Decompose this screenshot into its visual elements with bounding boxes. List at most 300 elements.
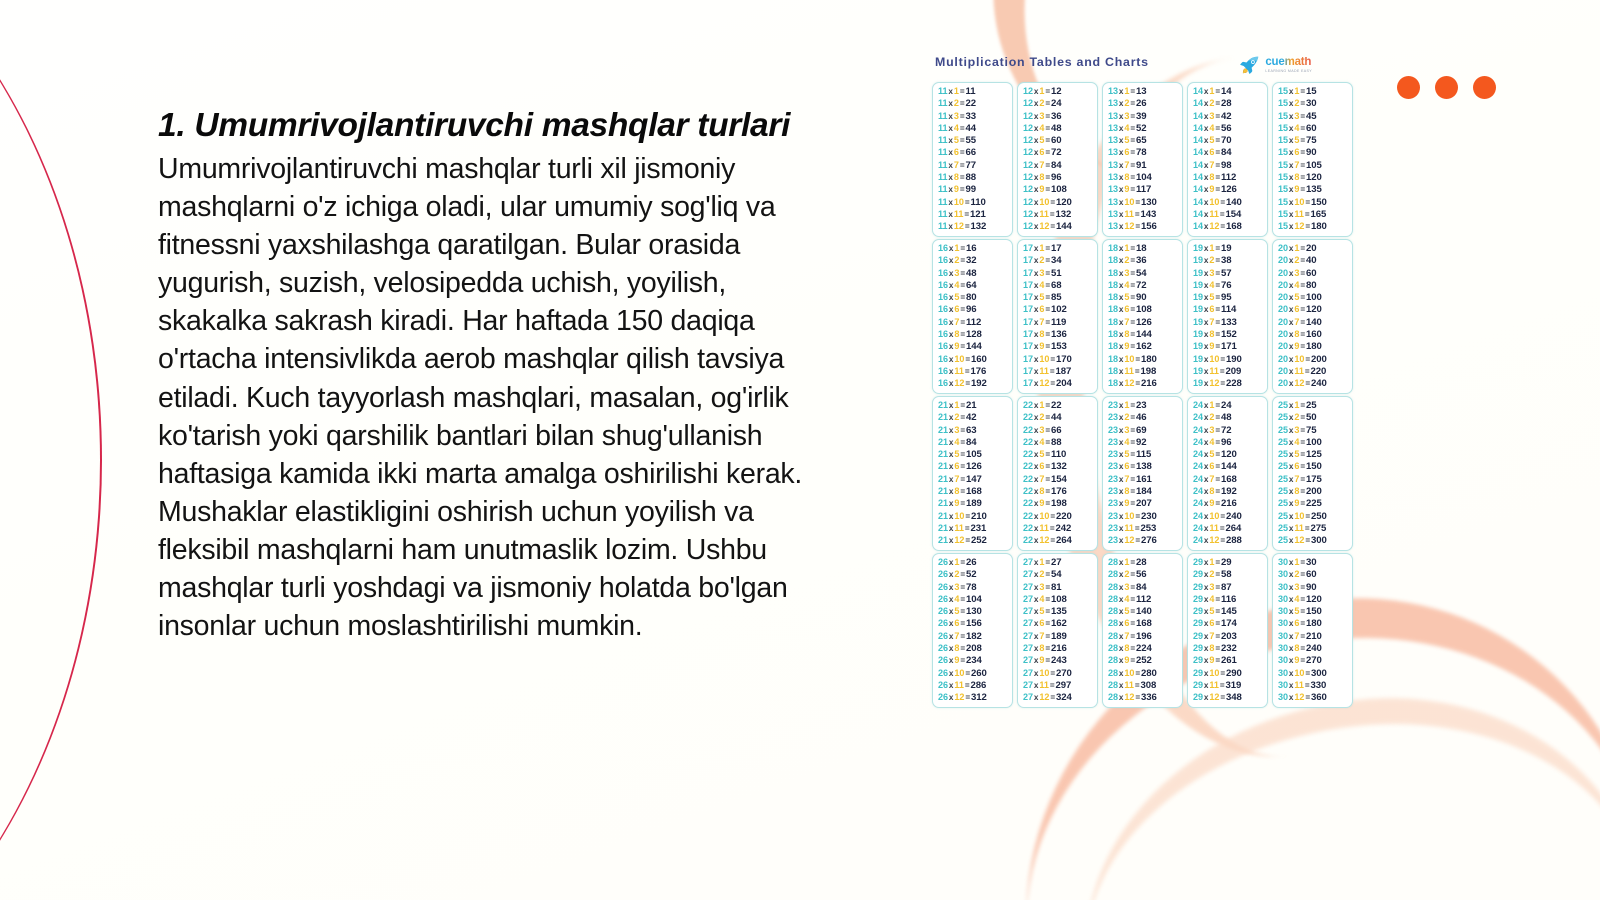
- multiplicand: 15: [1278, 122, 1288, 133]
- equals-operator: =: [1215, 474, 1221, 484]
- multiplicand: 24: [1193, 424, 1203, 435]
- multiplier: 11: [1124, 365, 1134, 376]
- multiplier: 11: [1294, 365, 1304, 376]
- multiply-operator: x: [1118, 379, 1124, 389]
- multiply-operator: x: [948, 523, 954, 533]
- multiply-operator: x: [1118, 354, 1124, 364]
- multiplicand: 21: [938, 424, 948, 435]
- multiplication-row: [1278, 305, 1349, 315]
- product: 150: [1306, 606, 1322, 618]
- product: 18: [1136, 243, 1147, 254]
- multiplier: 12: [954, 378, 965, 389]
- multiplicand: 15: [1278, 86, 1288, 96]
- multiplicand: 30: [1278, 606, 1288, 617]
- equals-operator: =: [1215, 499, 1221, 509]
- multiplication-row: [1023, 656, 1094, 666]
- multiplier: 4: [1039, 593, 1045, 604]
- multiplicand: 28: [1108, 606, 1118, 617]
- multiplicand: 11: [938, 208, 948, 219]
- equals-operator: =: [1045, 594, 1051, 604]
- product: 168: [1221, 473, 1237, 485]
- equals-operator: =: [964, 523, 970, 533]
- multiplier: 12: [1124, 221, 1135, 232]
- multiplicand: 17: [1023, 267, 1033, 278]
- product: 240: [1306, 643, 1322, 655]
- multiplier: 5: [954, 606, 960, 617]
- multiplicand: 24: [1193, 412, 1203, 423]
- equals-operator: =: [1045, 582, 1051, 592]
- multiplication-row: [1278, 293, 1349, 303]
- product: 48: [1051, 122, 1062, 134]
- multiplication-row: [1193, 413, 1264, 423]
- multiplier: 5: [1039, 449, 1045, 460]
- equals-operator: =: [1219, 366, 1225, 376]
- multiply-operator: x: [948, 330, 954, 340]
- multiplicand: 21: [938, 535, 948, 546]
- equals-operator: =: [964, 209, 969, 219]
- product: 96: [1051, 172, 1062, 184]
- multiplication-row: [1278, 330, 1349, 340]
- multiplier: 10: [1294, 667, 1305, 678]
- cuemath-wordmark: [1265, 57, 1312, 74]
- product: 84: [1051, 159, 1062, 171]
- multiply-operator: x: [1033, 330, 1039, 340]
- product: 28: [1136, 557, 1147, 568]
- multiplicand: 27: [1023, 606, 1033, 617]
- equals-operator: =: [1215, 111, 1221, 121]
- multiplier: 6: [1039, 304, 1045, 315]
- product: 133: [1221, 316, 1237, 328]
- multiplier: 8: [953, 172, 959, 183]
- multiply-operator: x: [948, 558, 954, 567]
- multiplication-row: [1023, 342, 1094, 352]
- product: 150: [1311, 196, 1327, 208]
- multiply-operator: x: [1288, 437, 1294, 447]
- multiply-operator: x: [1203, 123, 1209, 133]
- multiplier: 3: [1124, 424, 1130, 435]
- equals-operator: =: [1304, 523, 1310, 533]
- equals-operator: =: [1215, 317, 1221, 327]
- multiplier: 4: [1209, 593, 1215, 604]
- multiplication-row: [1278, 342, 1349, 352]
- multiplication-row: [938, 570, 1009, 580]
- product: 154: [1051, 473, 1067, 485]
- product: 160: [971, 353, 987, 365]
- multiply-operator: x: [948, 185, 953, 195]
- product: 120: [1221, 449, 1237, 461]
- multiplier: 10: [954, 667, 965, 678]
- equals-operator: =: [1045, 487, 1051, 497]
- multiplier: 1: [1209, 86, 1215, 96]
- equals-operator: =: [1050, 222, 1055, 232]
- multiplier: 8: [1039, 486, 1045, 497]
- multiply-operator: x: [1118, 558, 1124, 567]
- multiply-operator: x: [1288, 256, 1294, 266]
- multiplication-row: [1193, 318, 1264, 328]
- orange-dot: [1473, 76, 1496, 99]
- cuemath-wordmark-name: cuemath: [1265, 55, 1312, 68]
- equals-operator: =: [1305, 222, 1310, 232]
- equals-operator: =: [1304, 209, 1310, 219]
- equals-operator: =: [960, 256, 966, 266]
- multiplier: 1: [1294, 243, 1300, 253]
- product: 98: [1221, 159, 1232, 171]
- multiplier: 1: [1294, 86, 1300, 96]
- multiplier: 10: [1209, 353, 1220, 364]
- multiplicand: 19: [1193, 267, 1203, 278]
- product: 180: [1306, 341, 1322, 353]
- multiplication-row: [938, 293, 1009, 303]
- product: 187: [1055, 365, 1072, 377]
- multiplication-row: [1278, 570, 1349, 580]
- multiply-operator: x: [1118, 607, 1124, 617]
- multiplication-row: [938, 536, 1009, 546]
- equals-operator: =: [1130, 437, 1136, 447]
- equals-operator: =: [1049, 680, 1055, 690]
- multiplication-row: [938, 148, 1009, 158]
- multiplier: 3: [953, 110, 959, 121]
- multiplier: 4: [954, 436, 960, 447]
- equals-operator: =: [1215, 558, 1221, 567]
- product: 140: [1136, 606, 1152, 618]
- multiplication-row: [1278, 450, 1349, 460]
- multiplicand: 26: [938, 606, 948, 617]
- multiply-operator: x: [1118, 317, 1124, 327]
- multiplication-row: [938, 426, 1009, 436]
- multiply-operator: x: [1033, 256, 1039, 266]
- multiplier: 5: [954, 292, 960, 303]
- product: 42: [966, 412, 977, 424]
- multiply-operator: x: [1033, 594, 1039, 604]
- multiply-operator: x: [1033, 160, 1039, 170]
- multiplication-row: [1023, 379, 1094, 389]
- product: 120: [1306, 304, 1322, 316]
- multiplier: 8: [954, 643, 960, 654]
- multiplication-row: [938, 595, 1009, 605]
- multiplier: 12: [1124, 378, 1135, 389]
- multiplier: 1: [1209, 557, 1215, 567]
- multiplication-row: [938, 462, 1009, 472]
- product: 156: [1141, 221, 1157, 233]
- multiply-operator: x: [1288, 511, 1294, 521]
- multiplier: 6: [954, 461, 960, 472]
- multiplicand: 12: [1023, 98, 1033, 109]
- multiply-operator: x: [1118, 293, 1124, 303]
- multiplicand: 21: [938, 498, 948, 509]
- multiplicand: 30: [1278, 569, 1288, 580]
- multiplication-row: [1193, 124, 1264, 134]
- multiplicand: 19: [1193, 279, 1203, 290]
- multiplicand: 15: [1278, 110, 1288, 121]
- equals-operator: =: [1130, 123, 1136, 133]
- multiply-operator: x: [1203, 631, 1209, 641]
- product: 126: [1221, 184, 1237, 196]
- product: 165: [1310, 208, 1327, 220]
- multiply-operator: x: [1118, 268, 1124, 278]
- multiplicand: 17: [1023, 353, 1033, 364]
- multiplicand: 19: [1193, 316, 1203, 327]
- multiply-operator: x: [1203, 317, 1209, 327]
- multiplication-row: [938, 558, 1009, 568]
- multiplier: 12: [1209, 535, 1220, 546]
- multiply-operator: x: [948, 570, 954, 580]
- equals-operator: =: [1049, 366, 1055, 376]
- multiply-operator: x: [1288, 693, 1294, 703]
- multiply-operator: x: [1033, 570, 1039, 580]
- multiplier: 10: [1124, 196, 1135, 207]
- equals-operator: =: [1300, 123, 1306, 133]
- multiplicand: 25: [1278, 535, 1288, 546]
- product: 216: [1051, 643, 1067, 655]
- multiply-operator: x: [948, 136, 953, 146]
- product: 232: [1221, 643, 1237, 655]
- multiplicand: 13: [1108, 221, 1118, 232]
- multiplicand: 18: [1108, 378, 1118, 389]
- multiplicand: 11: [938, 147, 948, 158]
- product: 145: [1221, 606, 1237, 618]
- equals-operator: =: [960, 342, 966, 352]
- product: 14: [1221, 86, 1232, 97]
- multiplicand: 27: [1023, 667, 1033, 678]
- multiplier: 1: [954, 243, 960, 253]
- equals-operator: =: [1300, 582, 1306, 592]
- multiply-operator: x: [1118, 511, 1124, 521]
- multiplicand: 18: [1108, 279, 1118, 290]
- product: 34: [1051, 255, 1062, 267]
- product: 300: [1311, 667, 1327, 679]
- multiplication-row: [1023, 681, 1094, 691]
- multiplier: 3: [954, 581, 960, 592]
- multiplication-row: [1193, 281, 1264, 291]
- equals-operator: =: [1300, 173, 1306, 183]
- multiplier: 12: [1294, 692, 1305, 703]
- equals-operator: =: [1215, 305, 1221, 315]
- product: 88: [965, 172, 977, 184]
- multiply-operator: x: [1288, 87, 1294, 96]
- multiplier: 3: [1209, 424, 1215, 435]
- equals-operator: =: [965, 693, 970, 703]
- product: 38: [1221, 255, 1232, 267]
- multiplicand: 26: [938, 581, 948, 592]
- multiplication-row: [938, 681, 1009, 691]
- multiply-operator: x: [1118, 536, 1124, 546]
- product: 210: [1306, 630, 1322, 642]
- multiply-operator: x: [1118, 123, 1124, 133]
- multiplicand: 12: [1023, 208, 1033, 219]
- product: 108: [1136, 304, 1152, 316]
- multiplication-row: [1278, 607, 1349, 617]
- multiplication-row: [1108, 512, 1179, 522]
- multiplier: 1: [1124, 86, 1130, 96]
- equals-operator: =: [1045, 342, 1051, 352]
- multiplication-row: [1278, 487, 1349, 497]
- multiplication-row: [1108, 210, 1179, 220]
- multiplication-row: [1278, 318, 1349, 328]
- product: 209: [1225, 365, 1242, 377]
- multiplier: 1: [1039, 557, 1045, 567]
- multiplication-row: [1108, 462, 1179, 472]
- multiplicand: 25: [1278, 412, 1288, 423]
- product: 17: [1051, 243, 1062, 254]
- multiply-operator: x: [1203, 222, 1209, 232]
- multiplication-row: [1108, 185, 1179, 195]
- product: 72: [1136, 279, 1147, 291]
- multiplication-table-card: [1017, 239, 1098, 394]
- equals-operator: =: [1045, 160, 1051, 170]
- product: 13: [1136, 86, 1147, 97]
- product: 162: [1051, 618, 1067, 630]
- multiplication-row: [1108, 595, 1179, 605]
- multiplier: 7: [1294, 316, 1300, 327]
- product: 360: [1311, 692, 1327, 704]
- multiplier: 4: [953, 122, 959, 133]
- multiplication-table-card: [932, 553, 1013, 708]
- multiplicand: 30: [1278, 630, 1288, 641]
- product: 253: [1140, 522, 1157, 534]
- multiplier: 1: [1209, 243, 1215, 253]
- multiplicand: 28: [1108, 557, 1118, 567]
- equals-operator: =: [960, 437, 966, 447]
- equals-operator: =: [1305, 197, 1310, 207]
- multiply-operator: x: [1118, 437, 1124, 447]
- multiplication-row: [1023, 558, 1094, 568]
- multiplier: 10: [1209, 510, 1220, 521]
- multiplier: 3: [1039, 424, 1045, 435]
- equals-operator: =: [1045, 99, 1051, 109]
- multiply-operator: x: [948, 668, 954, 678]
- multiplication-row: [1023, 644, 1094, 654]
- multiplier: 3: [954, 424, 960, 435]
- equals-operator: =: [1050, 511, 1055, 521]
- product: 112: [1221, 172, 1237, 184]
- multiplier: 6: [1124, 304, 1130, 315]
- multiplicand: 15: [1278, 172, 1288, 183]
- multiply-operator: x: [1033, 293, 1039, 303]
- multiplier: 7: [1209, 316, 1215, 327]
- multiplication-row: [1023, 136, 1094, 146]
- multiplication-row: [938, 161, 1009, 171]
- equals-operator: =: [960, 425, 966, 435]
- multiply-operator: x: [1203, 680, 1209, 690]
- multiplicand: 26: [938, 557, 948, 567]
- product: 32: [966, 255, 977, 267]
- multiplier: 10: [953, 196, 964, 207]
- multiplication-row: [1193, 222, 1264, 232]
- multiplicand: 23: [1108, 400, 1118, 410]
- multiply-operator: x: [1118, 222, 1124, 232]
- equals-operator: =: [1045, 644, 1051, 654]
- equals-operator: =: [1130, 280, 1136, 290]
- multiplication-row: [938, 632, 1009, 642]
- multiply-operator: x: [1203, 582, 1209, 592]
- multiplier: 3: [1039, 110, 1045, 121]
- equals-operator: =: [1045, 425, 1051, 435]
- product: 220: [1056, 510, 1072, 522]
- multiplicand: 29: [1193, 593, 1203, 604]
- product: 100: [1306, 436, 1322, 448]
- equals-operator: =: [1130, 570, 1136, 580]
- multiplier: 9: [1124, 341, 1130, 352]
- multiplicand: 18: [1108, 292, 1118, 303]
- multiplicand: 17: [1023, 365, 1033, 376]
- multiplication-table-card: [1272, 239, 1353, 394]
- equals-operator: =: [1130, 305, 1136, 315]
- multiplier: 2: [1209, 412, 1215, 423]
- product: 80: [966, 292, 977, 304]
- multiply-operator: x: [1033, 474, 1039, 484]
- multiplicand: 17: [1023, 304, 1033, 315]
- multiply-operator: x: [1118, 631, 1124, 641]
- product: 176: [970, 365, 987, 377]
- equals-operator: =: [1300, 474, 1306, 484]
- equals-operator: =: [1130, 87, 1136, 96]
- multiplicand: 14: [1193, 221, 1203, 232]
- multiplicand: 23: [1108, 498, 1118, 509]
- multiplicand: 22: [1023, 449, 1033, 460]
- multiply-operator: x: [1118, 305, 1124, 315]
- multiplicand: 16: [938, 341, 948, 352]
- multiplier: 8: [1209, 329, 1215, 340]
- equals-operator: =: [1134, 366, 1140, 376]
- multiplier: 2: [1124, 98, 1130, 109]
- multiplication-row: [938, 413, 1009, 423]
- multiply-operator: x: [1288, 123, 1294, 133]
- equals-operator: =: [1045, 413, 1051, 423]
- multiplicand: 12: [1023, 184, 1033, 195]
- multiply-operator: x: [1033, 222, 1039, 232]
- multiplication-row: [1108, 87, 1179, 97]
- multiplicand: 14: [1193, 110, 1203, 121]
- multiplication-row: [1023, 198, 1094, 208]
- product: 68: [1051, 279, 1062, 291]
- multiplication-row: [1278, 136, 1349, 146]
- equals-operator: =: [964, 197, 970, 207]
- multiplier: 7: [954, 630, 960, 641]
- multiplication-table-card: [1017, 82, 1098, 237]
- multiplier: 9: [1209, 184, 1215, 195]
- multiply-operator: x: [1203, 87, 1209, 96]
- product: 156: [966, 618, 982, 630]
- multiplier: 8: [1039, 643, 1045, 654]
- product: 210: [971, 510, 987, 522]
- product: 168: [1226, 221, 1242, 233]
- multiply-operator: x: [1033, 111, 1039, 121]
- multiply-operator: x: [1288, 413, 1294, 423]
- equals-operator: =: [1045, 305, 1051, 315]
- multiply-operator: x: [1288, 136, 1294, 146]
- multiplier: 3: [1294, 424, 1300, 435]
- multiplier: 4: [1124, 593, 1130, 604]
- multiply-operator: x: [948, 474, 954, 484]
- multiply-operator: x: [1033, 197, 1039, 207]
- multiplication-row: [1108, 607, 1179, 617]
- equals-operator: =: [959, 87, 965, 96]
- multiplication-row: [1193, 475, 1264, 485]
- multiplicand: 25: [1278, 473, 1288, 484]
- multiplicand: 29: [1193, 581, 1203, 592]
- multiply-operator: x: [1203, 437, 1209, 447]
- equals-operator: =: [1049, 523, 1055, 533]
- multiplication-row: [1023, 632, 1094, 642]
- multiply-operator: x: [1033, 123, 1039, 133]
- equals-operator: =: [960, 305, 966, 315]
- multiply-operator: x: [1033, 437, 1039, 447]
- equals-operator: =: [1300, 305, 1306, 315]
- multiplicand: 16: [938, 255, 948, 266]
- multiplicand: 27: [1023, 618, 1033, 629]
- product: 144: [1056, 221, 1072, 233]
- product: 76: [1221, 279, 1232, 291]
